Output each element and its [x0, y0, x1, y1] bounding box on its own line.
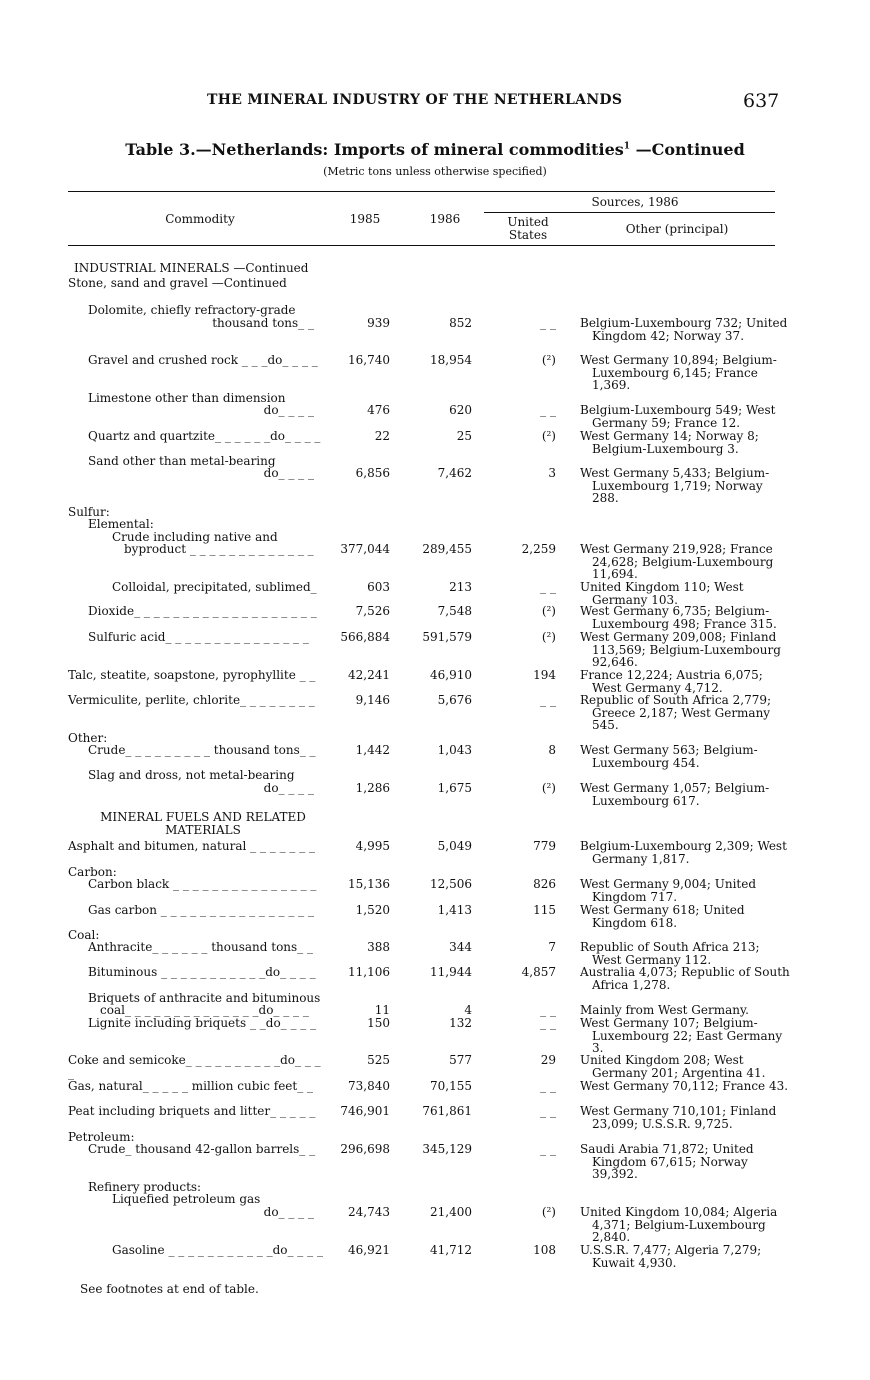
- commodity-cell: Carbon:: [68, 865, 117, 879]
- value-other-sources: Saudi Arabia 71,872; United Kingdom 67,615; Norway 39,392.: [580, 1142, 754, 1181]
- value-other-sources: West Germany 563; Belgium-Luxembourg 454.: [580, 743, 758, 770]
- value-1986: 7,548: [437, 604, 472, 618]
- value-1985: 16,740: [348, 353, 390, 367]
- value-1985: 150: [367, 1016, 390, 1030]
- value-1985: 746,901: [340, 1104, 390, 1118]
- value-united-states: 115: [533, 903, 556, 917]
- value-other-sources: West Germany 107; Belgium-Luxembourg 22; East Germany 3.: [580, 1016, 783, 1055]
- commodity-cell: Briquets of anthracite and bituminous: [88, 991, 321, 1005]
- value-1985: 388: [367, 940, 390, 954]
- value-1986: 852: [449, 316, 472, 330]
- commodity-cell: Slag and dross, not metal-bearing: [88, 768, 295, 782]
- value-1985: 525: [367, 1053, 390, 1067]
- value-united-states: _ _: [540, 1003, 556, 1017]
- commodity-cell: Colloidal, precipitated, sublimed_: [112, 580, 317, 594]
- running-head: THE MINERAL INDUSTRY OF THE NETHERLANDS: [207, 92, 623, 108]
- value-united-states: (²): [541, 1205, 556, 1219]
- header-other-principal: Other (principal): [625, 222, 729, 236]
- value-1985: 11,106: [348, 965, 390, 979]
- value-1986: 5,049: [437, 839, 472, 853]
- value-1985: 377,044: [340, 542, 390, 556]
- commodity-cell: Gas, natural_ _ _ _ _ million cubic feet_ _: [68, 1079, 314, 1093]
- value-1985: 24,743: [348, 1205, 390, 1219]
- commodity-cell: MINERAL FUELS AND RELATED MATERIALS: [100, 810, 306, 837]
- value-1986: 289,455: [422, 542, 472, 556]
- commodity-cell: do_ _ _ _: [263, 466, 314, 480]
- value-1986: 41,712: [430, 1243, 472, 1257]
- value-1986: 46,910: [430, 668, 472, 682]
- value-1986: 620: [449, 403, 472, 417]
- commodity-cell: Quartz and quartzite_ _ _ _ _ _do_ _ _ _: [88, 429, 321, 443]
- commodity-cell: Gasoline _ _ _ _ _ _ _ _ _ _ _do_ _ _ _: [112, 1243, 323, 1257]
- value-united-states: (²): [541, 429, 556, 443]
- value-1986: 21,400: [430, 1205, 472, 1219]
- commodity-cell: Crude_ thousand 42-gallon barrels_ _: [88, 1142, 316, 1156]
- commodity-cell: do_ _ _ _: [263, 403, 314, 417]
- header-sources: Sources, 1986: [591, 195, 679, 209]
- value-1985: 566,884: [340, 630, 390, 644]
- commodity-cell: Peat including briquets and litter_ _ _ _ _: [68, 1104, 316, 1118]
- commodity-cell: Vermiculite, perlite, chlorite_ _ _ _ _ _ _ _: [68, 693, 315, 707]
- commodity-cell: Sulfur:: [68, 505, 110, 519]
- value-1985: 476: [367, 403, 390, 417]
- header-commodity: Commodity: [165, 212, 235, 226]
- commodity-cell: coal_ _ _ _ _ _ _ _ _ _ _ _ _ _do_ _ _ _: [100, 1003, 309, 1017]
- value-1986: 4: [464, 1003, 472, 1017]
- header-top-rule: [68, 191, 775, 192]
- table-subtitle: (Metric tons unless otherwise specified): [323, 165, 547, 178]
- commodity-cell: Carbon black _ _ _ _ _ _ _ _ _ _ _ _ _ _ _: [88, 877, 317, 891]
- commodity-cell: Dolomite, chiefly refractory-grade: [88, 303, 296, 317]
- commodity-cell: Gas carbon _ _ _ _ _ _ _ _ _ _ _ _ _ _ _ _: [88, 903, 314, 917]
- title-footnote-marker: 1: [623, 141, 631, 152]
- commodity-cell: Crude_ _ _ _ _ _ _ _ _ thousand tons_ _: [88, 743, 316, 757]
- commodity-cell: Refinery products:: [88, 1180, 202, 1194]
- value-united-states: 29: [540, 1053, 556, 1067]
- commodity-cell: Elemental:: [88, 517, 154, 531]
- footnote-reference: See footnotes at end of table.: [80, 1282, 259, 1296]
- commodity-cell: Gravel and crushed rock _ _ _do_ _ _ _: [88, 353, 318, 367]
- commodity-cell: Crude including native and: [112, 530, 278, 544]
- value-1986: 761,861: [422, 1104, 472, 1118]
- value-1985: 296,698: [340, 1142, 390, 1156]
- value-united-states: 8: [548, 743, 556, 757]
- value-1985: 603: [367, 580, 390, 594]
- value-1985: 11: [374, 1003, 390, 1017]
- commodity-cell: Limestone other than dimension: [88, 391, 286, 405]
- value-1986: 1,675: [437, 781, 472, 795]
- value-united-states: 3: [548, 466, 556, 480]
- value-1985: 22: [374, 429, 390, 443]
- value-1986: 132: [449, 1016, 472, 1030]
- value-1985: 15,136: [348, 877, 390, 891]
- value-1986: 591,579: [422, 630, 472, 644]
- commodity-cell: Asphalt and bitumen, natural _ _ _ _ _ _ _: [68, 839, 316, 853]
- value-other-sources: France 12,224; Austria 6,075; West Germany 4,712.: [580, 668, 763, 695]
- value-1986: 344: [449, 940, 472, 954]
- sources-rule: [484, 212, 775, 213]
- commodity-cell: Coal:: [68, 928, 100, 942]
- value-other-sources: U.S.S.R. 7,477; Algeria 7,279; Kuwait 4,930.: [580, 1243, 762, 1270]
- value-united-states: 7: [548, 940, 556, 954]
- value-other-sources: Australia 4,073; Republic of South Africa 1,278.: [580, 965, 790, 992]
- commodity-cell: Anthracite_ _ _ _ _ _ thousand tons_ _: [88, 940, 313, 954]
- value-united-states: _ _: [540, 1142, 556, 1156]
- value-1986: 70,155: [430, 1079, 472, 1093]
- value-1985: 1,520: [355, 903, 390, 917]
- value-1986: 1,043: [437, 743, 472, 757]
- value-other-sources: West Germany 14; Norway 8; Belgium-Luxembourg 3.: [580, 429, 759, 456]
- value-other-sources: Belgium-Luxembourg 2,309; West Germany 1,817.: [580, 839, 787, 866]
- value-1986: 5,676: [437, 693, 472, 707]
- header-united-states: United States: [507, 215, 549, 242]
- value-other-sources: West Germany 1,057; Belgium-Luxembourg 617.: [580, 781, 770, 808]
- value-1986: 11,944: [430, 965, 472, 979]
- value-1986: 345,129: [422, 1142, 472, 1156]
- header-1985: 1985: [349, 212, 381, 226]
- table-title: [0, 140, 870, 159]
- commodity-cell: INDUSTRIAL MINERALS —Continued: [74, 261, 309, 275]
- value-other-sources: Republic of South Africa 2,779; Greece 2,187; West Germany 545.: [580, 693, 772, 732]
- value-other-sources: United Kingdom 110; West Germany 103.: [580, 580, 744, 607]
- value-united-states: 4,857: [521, 965, 556, 979]
- value-united-states: 826: [533, 877, 556, 891]
- value-other-sources: Belgium-Luxembourg 732; United Kingdom 42; Norway 37.: [580, 316, 788, 343]
- value-other-sources: West Germany 209,008; Finland 113,569; Belgium-Luxembourg 92,646.: [580, 630, 781, 669]
- commodity-cell: Coke and semicoke_ _ _ _ _ _ _ _ _ _do_ _ _ _: [68, 1053, 321, 1080]
- value-united-states: _ _: [540, 316, 556, 330]
- header-bottom-rule: [68, 245, 775, 246]
- value-other-sources: West Germany 710,101; Finland 23,099; U.S.S.R. 9,725.: [580, 1104, 777, 1131]
- value-other-sources: West Germany 10,894; Belgium-Luxembourg 6,145; France 1,369.: [580, 353, 777, 392]
- commodity-cell: Stone, sand and gravel —Continued: [68, 276, 287, 290]
- value-united-states: 2,259: [521, 542, 556, 556]
- value-1985: 1,286: [355, 781, 390, 795]
- value-other-sources: West Germany 5,433; Belgium-Luxembourg 1,719; Norway 288.: [580, 466, 770, 505]
- value-1985: 1,442: [355, 743, 390, 757]
- value-other-sources: Mainly from West Germany.: [580, 1003, 749, 1017]
- value-united-states: 779: [533, 839, 556, 853]
- value-other-sources: Republic of South Africa 213; West Germany 112.: [580, 940, 760, 967]
- value-other-sources: West Germany 6,735; Belgium-Luxembourg 498; France 315.: [580, 604, 777, 631]
- value-1985: 9,146: [355, 693, 390, 707]
- value-other-sources: West Germany 9,004; United Kingdom 717.: [580, 877, 757, 904]
- commodity-cell: Liquefied petroleum gas: [112, 1192, 261, 1206]
- table-title-suffix: —Continued: [630, 140, 745, 159]
- commodity-cell: Dioxide_ _ _ _ _ _ _ _ _ _ _ _ _ _ _ _ _ _ _: [88, 604, 317, 618]
- value-1985: 42,241: [348, 668, 390, 682]
- value-1986: 18,954: [430, 353, 472, 367]
- value-1986: 12,506: [430, 877, 472, 891]
- commodity-cell: Bituminous _ _ _ _ _ _ _ _ _ _ _do_ _ _ _: [88, 965, 316, 979]
- commodity-cell: Sulfuric acid_ _ _ _ _ _ _ _ _ _ _ _ _ _ _: [88, 630, 309, 644]
- value-1986: 25: [456, 429, 472, 443]
- value-1985: 4,995: [355, 839, 390, 853]
- commodity-cell: byproduct _ _ _ _ _ _ _ _ _ _ _ _ _: [124, 542, 314, 556]
- value-1985: 939: [367, 316, 390, 330]
- header-1986: 1986: [429, 212, 461, 226]
- commodity-cell: do_ _ _ _: [263, 781, 314, 795]
- value-1985: 46,921: [348, 1243, 390, 1257]
- commodity-cell: Talc, steatite, soapstone, pyrophyllite _ _: [68, 668, 316, 682]
- value-united-states: (²): [541, 630, 556, 644]
- commodity-cell: Petroleum:: [68, 1130, 135, 1144]
- value-united-states: _ _: [540, 693, 556, 707]
- value-1985: 6,856: [355, 466, 390, 480]
- value-other-sources: United Kingdom 10,084; Algeria 4,371; Belgium-Luxembourg 2,840.: [580, 1205, 778, 1244]
- value-united-states: (²): [541, 353, 556, 367]
- value-other-sources: West Germany 618; United Kingdom 618.: [580, 903, 745, 930]
- value-1986: 1,413: [437, 903, 472, 917]
- value-united-states: _ _: [540, 1016, 556, 1030]
- value-united-states: (²): [541, 781, 556, 795]
- value-1985: 73,840: [348, 1079, 390, 1093]
- commodity-cell: Lignite including briquets _ _do_ _ _ _: [88, 1016, 317, 1030]
- value-other-sources: United Kingdom 208; West Germany 201; Argentina 41.: [580, 1053, 766, 1080]
- value-united-states: _ _: [540, 1104, 556, 1118]
- value-other-sources: West Germany 70,112; France 43.: [580, 1079, 789, 1093]
- value-united-states: (²): [541, 604, 556, 618]
- table-title-text: Table 3.—Netherlands: Imports of mineral commodities: [125, 140, 624, 159]
- value-united-states: _ _: [540, 403, 556, 417]
- commodity-cell: Other:: [68, 731, 108, 745]
- commodity-cell: do_ _ _ _: [263, 1205, 314, 1219]
- value-1985: 7,526: [355, 604, 390, 618]
- value-united-states: 194: [533, 668, 556, 682]
- value-united-states: _ _: [540, 580, 556, 594]
- page-number: 637: [743, 90, 780, 112]
- value-united-states: _ _: [540, 1079, 556, 1093]
- value-other-sources: Belgium-Luxembourg 549; West Germany 59; France 12.: [580, 403, 776, 430]
- value-other-sources: West Germany 219,928; France 24,628; Belgium-Luxembourg 11,694.: [580, 542, 774, 581]
- value-united-states: 108: [533, 1243, 556, 1257]
- value-1986: 7,462: [437, 466, 472, 480]
- value-1986: 213: [449, 580, 472, 594]
- value-1986: 577: [449, 1053, 472, 1067]
- commodity-cell: thousand tons_ _: [212, 316, 314, 330]
- commodity-cell: Sand other than metal-bearing: [88, 454, 276, 468]
